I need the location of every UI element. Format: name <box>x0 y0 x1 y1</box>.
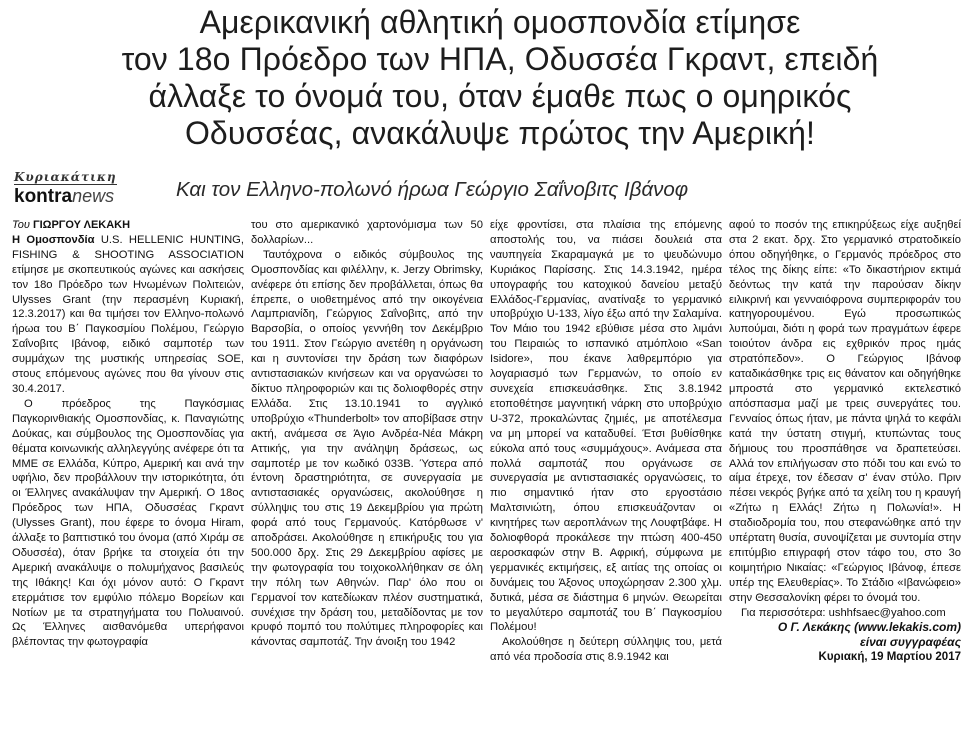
kontra-news-logo <box>14 168 154 206</box>
paragraph: Ταυτόχρονα ο ειδικός σύμβουλος της Ομοσπονδίας και φιλέλλην, κ. Jerzy Obrimsky, ανέφερε ότι επίσης δεν προβάλλεται, όπως θα έπρεπε, ο υιοθετημένος από την οικογένεια Λαμπριανίδη, Γεώργιος Σαΐνοβιτς, από την Βαρσοβία, ο οποίος γεννήθη τον Δεκέμβριο του 1911. Στον Γεώργιο ανετέθη η οργάνωση και η συντονίσει την δράση των διαφόρων αντιστασιακών κινήσεων και να οργανώσει το δίκτυο πληροφοριών και τις δολιοφθορές στην Ελλάδα. Στις 13.10.1941 το αγγλικό υποβρύχιο «Thunderbolt» τον αποβίβασε στην ακτή, ανάμεσα σε Άγιο Ανδρέα-Νέα Μάκρη Αττικής, για την ανάληψη δράσεως, ως σαμποτέρ με τον κωδικό 033Β. Ύστερα από έντονη δραστηριότητα, σε συνεργασία με αντιστασιακές οργανώσεις, ακολούθησε η σύλληψις του στις 19 Δεκεμβρίου για πρώτη φορά από τους Γερμανούς. Κατόρθωσε ν' αποδράσει. Ακολούθησε η επικήρυξις του για 500.000 δρχ. Στις 29 Δεκεμβρίου αφίσες με την φωτογραφία του τοιχοκολλήθηκαν σε όλη την πόλη των Αθηνών. Παρ' όλο που οι Γερμανοί τον κατεδίωκαν πλέον συστηματικά, συνέχισε την δράση του, μεταδίδοντας με τον κρυφό πομπό του πολύτιμες πληροφορίες και κάνοντας σαμποτάζ. Την άνοιξη του 1942 <box>251 248 483 649</box>
paragraph-lead: Η Ομοσπονδία <box>12 233 95 246</box>
headline-line-4: Οδυσσέας, ανακάλυψε πρώτος την Αμερική! <box>184 115 816 151</box>
article-column-4 <box>729 218 961 665</box>
paragraph <box>12 233 244 397</box>
paragraph: Ο πρόεδρος της Παγκόσμιας Παγκορινθιακής Ομοσπονδίας, κ. Παναγιώτης Δούκας, και σύμβουλος της Ομοσπονδίας για θέματα κοινωνικής αλληλεγγύης ανέφερε ότι τα ΜΜΕ σε Ελλάδα, Κύπρο, Αμερική και ανά την υφήλιο, δεν προβάλλουν την ιστορικότητα, ότι οι Έλληνες ανακάλυψαν την Αμερική. Ο 18ος Πρόεδρος των ΗΠΑ, Οδυσσέας Γκραντ (Ulysses Grant), που έφερε το όνομα Hiram, άλλαξε το βαπτιστικό του όνομα (από Χιράμ σε Οδυσσέα), όταν βρήκε τα στοιχεία ότι την Αμερική ανακάλυψε ο πολυμήχανος βασιλεύς της Ιθάκης! Και όχι μόνον αυτό: Ο Γκραντ ετερμάτισε τον εμφύλιο πόλεμο Βορείων και Νοτίων με τα στρατηγήματα του Πολυαινού. Ως Έλληνες αισθανόμεθα υπερήφανοι βλέποντας την φωτογραφία <box>12 397 245 649</box>
logo-kontra-text: kontra <box>14 186 73 207</box>
article-column-2 <box>251 218 483 650</box>
article-headline <box>40 4 960 152</box>
author-signature <box>729 620 961 650</box>
headline-line-1: Αμερικανική αθλητική ομοσπονδία ετίμησε <box>199 4 801 40</box>
byline-label: Του <box>12 219 30 231</box>
paragraph: αφού το ποσόν της επικηρύξεως είχε αυξηθεί στα 2 εκατ. δρχ. Στο γερμανικό στρατοδικείο όπου οδηγήθηκε, ο Γερμανός πρόεδρος στο τέλος της δίκης είπε: «Το δικαστήριον εκτιμά δεόντως την κατά την παρούσαν δίκην ειλικρινή και γενναιόφρονα συμπεριφοράν του κατηγορουμένου. Εγώ προσωπικώς λυπούμαι, διότι η φορά των πραγμάτων έφερε τοιούτον άνδρα εις εχθρικόν προς ημάς στρατόπεδον». Ο Γεώργιος Ιβάνοφ καταδικάσθηκε τρις εις θάνατον και οδηγήθηκε μπροστά στο γερμανικό εκτελεστικό απόσπασμα μαζί με τρεις συνεργάτες του. Γενναίος όπως ήταν, με πάντα ψηλά το κεφάλι κατά την ύστατη στιγμή, κτυπώντας τους δήμιους του προσπάθησε να δραπετεύσει. Αλλά τον επιλήγωσαν στο πόδι του και ενώ το αίμα έτρεχε, τον έδεσαν σ' έναν στύλο. Πριν πέσει νεκρός βγήκε από τα χείλη του η κραυγή «Ζήτω η Ελλάς! Ζήτω η Πολωνία!». Η σταδιοδρομία του, που στεφανώθηκε από την υπέρτατη θυσία, συνοψίζεται με συντομία στην επιτύμβιο επιγραφή στον τάφο του, στο 3ο κοιμητήριο Νικαίας: «Γεώργιος Ιβάνοφ, έπεσε υπέρ της Ελευθερίας». Το Στάδιο «Ιβανώφειο» στην Θεσσαλονίκη φέρει το όνομά του. <box>729 219 961 604</box>
headline-line-2: τον 18ο Πρόεδρο των ΗΠΑ, Οδυσσέα Γκραντ, επειδή <box>121 41 879 77</box>
headline-line-3: άλλαξε το όνομά του, όταν έμαθε πως ο ομηρικός <box>148 78 852 114</box>
article-column-3 <box>490 218 722 665</box>
signature-line-2: είναι συγγραφέας <box>860 635 961 650</box>
contact-line: Για περισσότερα: ushhfsaec@yahoo.com <box>741 606 946 619</box>
paragraph: Ακολούθησε η δεύτερη σύλληψις του, μετά από νέα προδοσία στις 8.9.1942 και <box>490 636 722 664</box>
paragraph-text: U.S. HELLENIC HUNTING, FISHING & SHOOTING ASSOCIATION ετίμησε με σκοπευτικούς αγώνες και ασκήσεις τον 18ο Πρόεδρο των Ηνωμένων Πολιτειών, Ulysses Grant (την περασμένη Κυριακή, 12.3.2017) και θα τιμήσει τον Ελληνο-πολωνό ήρωα του Β΄ Παγκοσμίου Πολέμου, Γεώργιο Σαΐνοβιτς Ιβάνοφ, ειδικό σαμποτέρ των συμμάχων της μυστικής υπηρεσίας SOE, στους επόμενους αγώνες που θα γίνουν στις 30.4.2017. <box>12 233 244 395</box>
byline-author: ΓΙΩΡΓΟΥ ΛΕΚΑΚΗ <box>32 219 131 231</box>
publication-date: Κυριακή, 19 Μαρτίου 2017 <box>818 651 961 664</box>
paragraph: είχε φροντίσει, στα πλαίσια της επόμενης αποστολής του, να πιάσει δουλειά στα ναυπηγεία Σκαραμαγκά με το ψευδώνυμο Κυριάκος Παρίσσης. Στις 14.3.1942, ημέρα υπογραφής του κατοχικού δανείου μεταξύ Ελλάδος-Γερμανίας, ανατίναξε το γερμανικό υποβρύχιο U-133, λίγο έξω από την Σαλαμίνα. Τον Μάιο του 1942 εβύθισε μέσα στο λιμάνι του Πειραιώς το ισπανικό ατμόπλοιο «San Isidore», που έκανε λαθρεμπόριο για λογαριασμό των Γερμανών, το οποίο εν συνεχεία επισκευάσθηκε. Στις 3.8.1942 ετοποθέτησε μαγνητική νάρκη στο υποβρύχιο U-372, προκαλώντας ζημιές, με αποτέλεσμα να μη μπορεί να καταδυθεί. Έτσι βυθίσθηκε εύκολα από τους «συμμάχους». Ανάμεσα στα πολλά σαμποτάζ που οργάνωσε σε συνεργασία με αντιστασιακές οργανώσεις, το πιο σημαντικό ήταν στο εργοστάσιο Μαλτσινιώτη, όπου επισκευάζονταν οι κινητήρες των αεροπλάνων της Λουφτβάφε. Η δολιοφθορά προκάλεσε την πτώση 400-450 αεροσκαφών στην Β. Αφρική, σύμφωνα με γερμανικές εκτιμήσεις, εξ αιτίας της οποίας οι δυνάμεις του Άξονος υποχώρησαν 2.300 χλμ. δυτικά, μέσα σε διάστημα 6 μηνών. Θεωρείται το μεγαλύτερο σαμποτάζ του Β΄ Παγκοσμίου Πολέμου! <box>490 219 722 634</box>
signature-line-1: Ο Γ. Λεκάκης (www.lekakis.com) <box>777 620 961 635</box>
article-subtitle: Και τον Ελληνο-πολωνό ήρωα Γεώργιο Σαΐνοβιτς Ιβάνοφ <box>176 178 689 201</box>
paragraph: του στο αμερικανικό χαρτονόμισμα των 50 δολλαρίων... <box>251 219 483 246</box>
logo-top-text: Κυριακάτικη <box>14 170 117 184</box>
byline <box>12 218 244 233</box>
logo-news-text: news <box>72 186 115 206</box>
article-column-1 <box>12 218 244 650</box>
